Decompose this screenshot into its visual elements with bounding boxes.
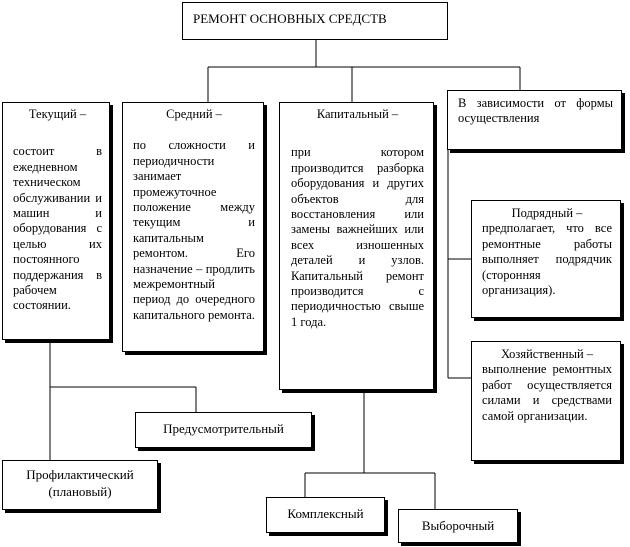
complex-repair-box: [266, 497, 385, 533]
selective-repair-label: Выборочный: [421, 518, 495, 533]
inhouse-repair-title: Хозяйственный –: [500, 347, 594, 361]
complex-repair-label: Комплексный: [287, 506, 364, 521]
preventive-repair-label: Предусмотрительный: [163, 421, 284, 436]
selective-repair-box: [398, 509, 518, 543]
inhouse-repair-description: выполнение ремонтных работ осуществляется силами и средствами самой организации.: [482, 362, 612, 423]
medium-repair-description: по сложности и периодичности занимает промежуточное положение между текущим и капитальным ремонтом. Его назначение – продлить межремонтный период до очередного капитального ремонта.: [133, 138, 255, 322]
current-repair-title: Текущий –: [28, 107, 87, 121]
current-repair-box: [2, 102, 110, 340]
current-repair-description: состоит в ежедневном техническом обслуживании и машин и оборудования с целью их постоянного поддержания в рабочем состоянии.: [13, 144, 102, 313]
prophylactic-repair-box: [2, 460, 158, 510]
capital-repair-box: [279, 102, 434, 390]
form-of-repair-title: В зависимости от формы осуществления: [458, 96, 613, 126]
contract-repair-box: [471, 200, 621, 318]
medium-repair-box: [122, 102, 264, 352]
inhouse-repair-box: [471, 341, 621, 461]
capital-repair-description: при котором производится разборка оборудования и других объектов для восстановления или замены важнейших или всех изношенных деталей и узлов. Капитальный ремонт производится с периодичностью свыше 1 года.: [291, 145, 424, 329]
prophylactic-repair-label: Профилактический (плановый): [26, 467, 134, 499]
contract-repair-description: предполагает, что все ремонтные работы выполняет подрядчик (сторонняя организация).: [482, 221, 612, 298]
medium-repair-title: Средний –: [166, 107, 222, 121]
root-box: [182, 2, 448, 40]
preventive-repair-box: [135, 412, 312, 448]
contract-repair-title: Подрядный –: [511, 206, 583, 220]
form-of-repair-box: [447, 90, 622, 150]
root-title: РЕМОНТ ОСНОВНЫХ СРЕДСТВ: [193, 11, 387, 26]
capital-repair-title: Капитальный –: [316, 107, 399, 121]
